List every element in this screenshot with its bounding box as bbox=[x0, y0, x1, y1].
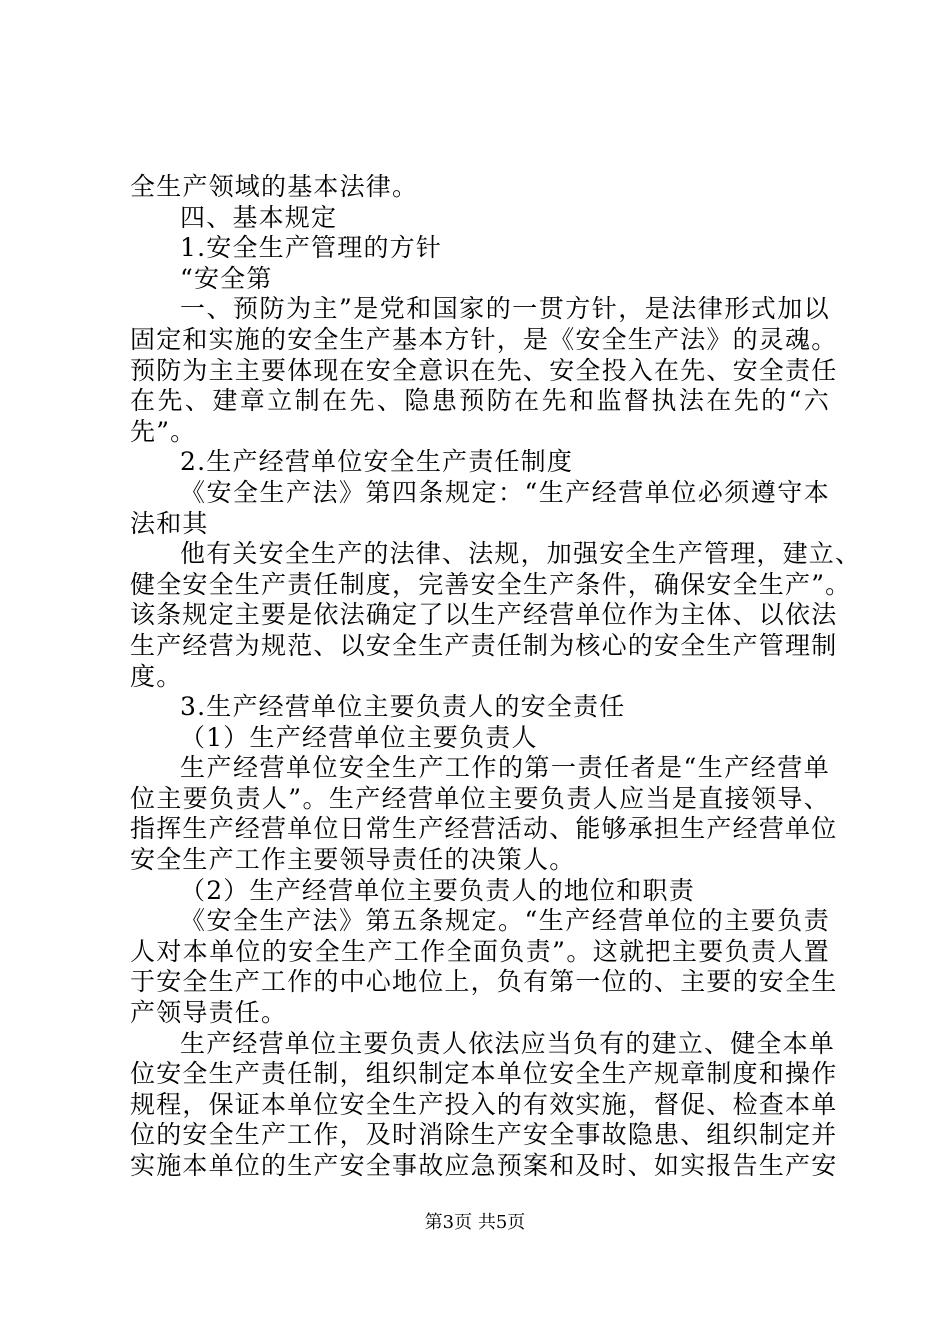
text-line: 全生产领域的基本法律。 bbox=[130, 172, 419, 201]
text-line: 安全生产工作主要领导责任的决策人。 bbox=[130, 845, 576, 875]
page-footer: 第3页 共5页 bbox=[424, 1212, 526, 1233]
text-line: 于安全生产工作的中心地位上，负有第一位的、主要的安全生 bbox=[130, 967, 838, 997]
text-line: 位主要负责人”。生产经营单位主要负责人应当是直接领导、 bbox=[130, 783, 830, 813]
text-line: 预防为主主要体现在安全意识在先、安全投入在先、安全责任 bbox=[130, 355, 838, 385]
text-line: 在先、建章立制在先、隐患预防在先和监督执法在先的“六 bbox=[130, 386, 830, 416]
text-line: 实施本单位的生产安全事故应急预案和及时、如实报告生产安 bbox=[130, 1151, 838, 1180]
text-line: 位安全生产责任制，组织制定本单位安全生产规章制度和操作 bbox=[130, 1059, 838, 1089]
text-line: 该条规定主要是依法确定了以生产经营单位作为主体、以依法 bbox=[130, 600, 838, 630]
text-line: 生产经营单位主要负责人依法应当负有的建立、健全本单 bbox=[180, 1028, 836, 1058]
text-line: 他有关安全生产的法律、法规，加强安全生产管理，建立、 bbox=[180, 539, 862, 569]
text-line: “安全第 bbox=[180, 263, 273, 293]
text-line: 规程，保证本单位安全生产投入的有效实施，督促、检查本单 bbox=[130, 1089, 838, 1119]
text-line: 健全安全生产责任制度，完善安全生产条件，确保安全生产”。 bbox=[130, 569, 852, 599]
text-line: 2.生产经营单位安全生产责任制度 bbox=[180, 447, 574, 477]
text-line: 《安全生产法》第五条规定。“生产经营单位的主要负责 bbox=[180, 906, 830, 936]
text-line: 固定和实施的安全生产基本方针，是《安全生产法》的灵魂。 bbox=[130, 324, 838, 354]
text-line: 产领导责任。 bbox=[130, 998, 288, 1028]
document-body bbox=[130, 172, 862, 1182]
text-line: 生产经营单位安全生产工作的第一责任者是“生产经营单 bbox=[180, 753, 830, 783]
text-line: 《安全生产法》第四条规定：“生产经营单位必须遵守本 bbox=[180, 477, 830, 507]
text-line: 度。 bbox=[130, 661, 183, 691]
text-line: 指挥生产经营单位日常生产经营活动、能够承担生产经营单位 bbox=[130, 814, 838, 844]
text-line: 人对本单位的安全生产工作全面负责”。这就把主要负责人置 bbox=[130, 936, 830, 966]
text-line: 1.安全生产管理的方针 bbox=[180, 233, 443, 263]
text-line: （2）生产经营单位主要负责人的地位和职责 bbox=[180, 875, 695, 905]
text-line: 一、预防为主”是党和国家的一贯方针，是法律形式加以 bbox=[180, 294, 830, 324]
text-line: 生产经营为规范、以安全生产责任制为核心的安全生产管理制 bbox=[130, 630, 838, 660]
text-line: 3.生产经营单位主要负责人的安全责任 bbox=[180, 692, 626, 722]
text-line: （1）生产经营单位主要负责人 bbox=[180, 722, 538, 752]
text-line: 先”。 bbox=[130, 416, 197, 446]
text-line: 四、基本规定 bbox=[180, 202, 338, 232]
text-line: 法和其 bbox=[130, 508, 209, 538]
text-line: 位的安全生产工作，及时消除生产安全事故隐患、组织制定并 bbox=[130, 1120, 838, 1150]
